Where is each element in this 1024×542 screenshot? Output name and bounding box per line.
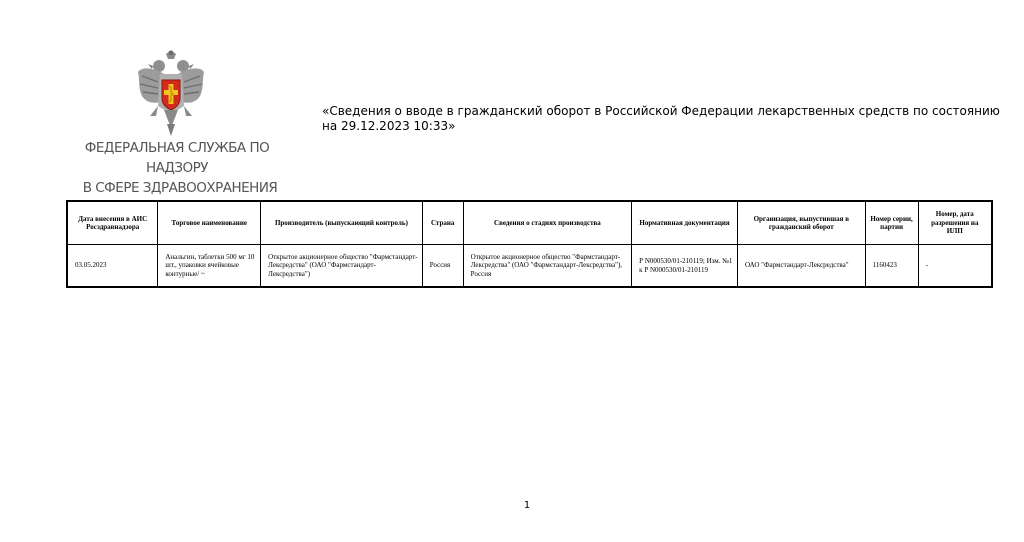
cell-trade-name: Анальгин, таблетки 500 мг 10 шт., упаковки ячейковые контурные/ ~ <box>158 245 261 288</box>
cell-releasing-organization: ОАО "Фармстандарт-Лексредства" <box>737 245 865 288</box>
table-header-row <box>67 201 992 245</box>
column-header: Страна <box>422 201 463 245</box>
column-header: Торговое наименование <box>158 201 261 245</box>
column-header: Организация, выпустившая в гражданский оборот <box>737 201 865 245</box>
agency-name-line1: ФЕДЕРАЛЬНАЯ СЛУЖБА ПО НАДЗОРУ <box>84 140 270 176</box>
agency-name-line2: В СФЕРЕ ЗДРАВООХРАНЕНИЯ <box>82 180 278 196</box>
cell-batch-number: 1160423 <box>865 245 918 288</box>
column-header: Нормативная документация <box>632 201 738 245</box>
column-header: Номер, дата разрешения на ИЛП <box>918 201 992 245</box>
cell-regulatory-documentation: Р N000530/01-210119; Изм. №1 к Р N000530/01-210119 <box>632 245 738 288</box>
cell-manufacturer: Открытое акционерное общество "Фармстандарт-Лексредства" (ОАО "Фармстандарт-Лексредства") <box>261 245 423 288</box>
table-row <box>67 245 992 288</box>
drug-circulation-table <box>66 200 993 288</box>
cell-registration-date: 03.05.2023 <box>67 245 158 288</box>
column-header: Сведения о стадиях производства <box>463 201 632 245</box>
document-title: «Сведения о вводе в гражданский оборот в Российской Федерации лекарственных средств по состоянию на 29.12.2023 10:33» <box>322 104 1000 133</box>
cell-permit-number: - <box>918 245 992 288</box>
column-header: Дата внесения в АИС Росздравнадзора <box>67 201 158 245</box>
agency-name <box>64 138 290 198</box>
column-header: Номер серии, партии <box>865 201 918 245</box>
double-headed-eagle-emblem-icon <box>136 50 206 136</box>
column-header: Производитель (выпускающий контроль) <box>261 201 423 245</box>
cell-production-stages: Открытое акционерное общество "Фармстандарт-Лексредства" (ОАО "Фармстандарт-Лексредства"), Россия <box>463 245 632 288</box>
cell-country: Россия <box>422 245 463 288</box>
page-number: 1 <box>523 500 531 511</box>
